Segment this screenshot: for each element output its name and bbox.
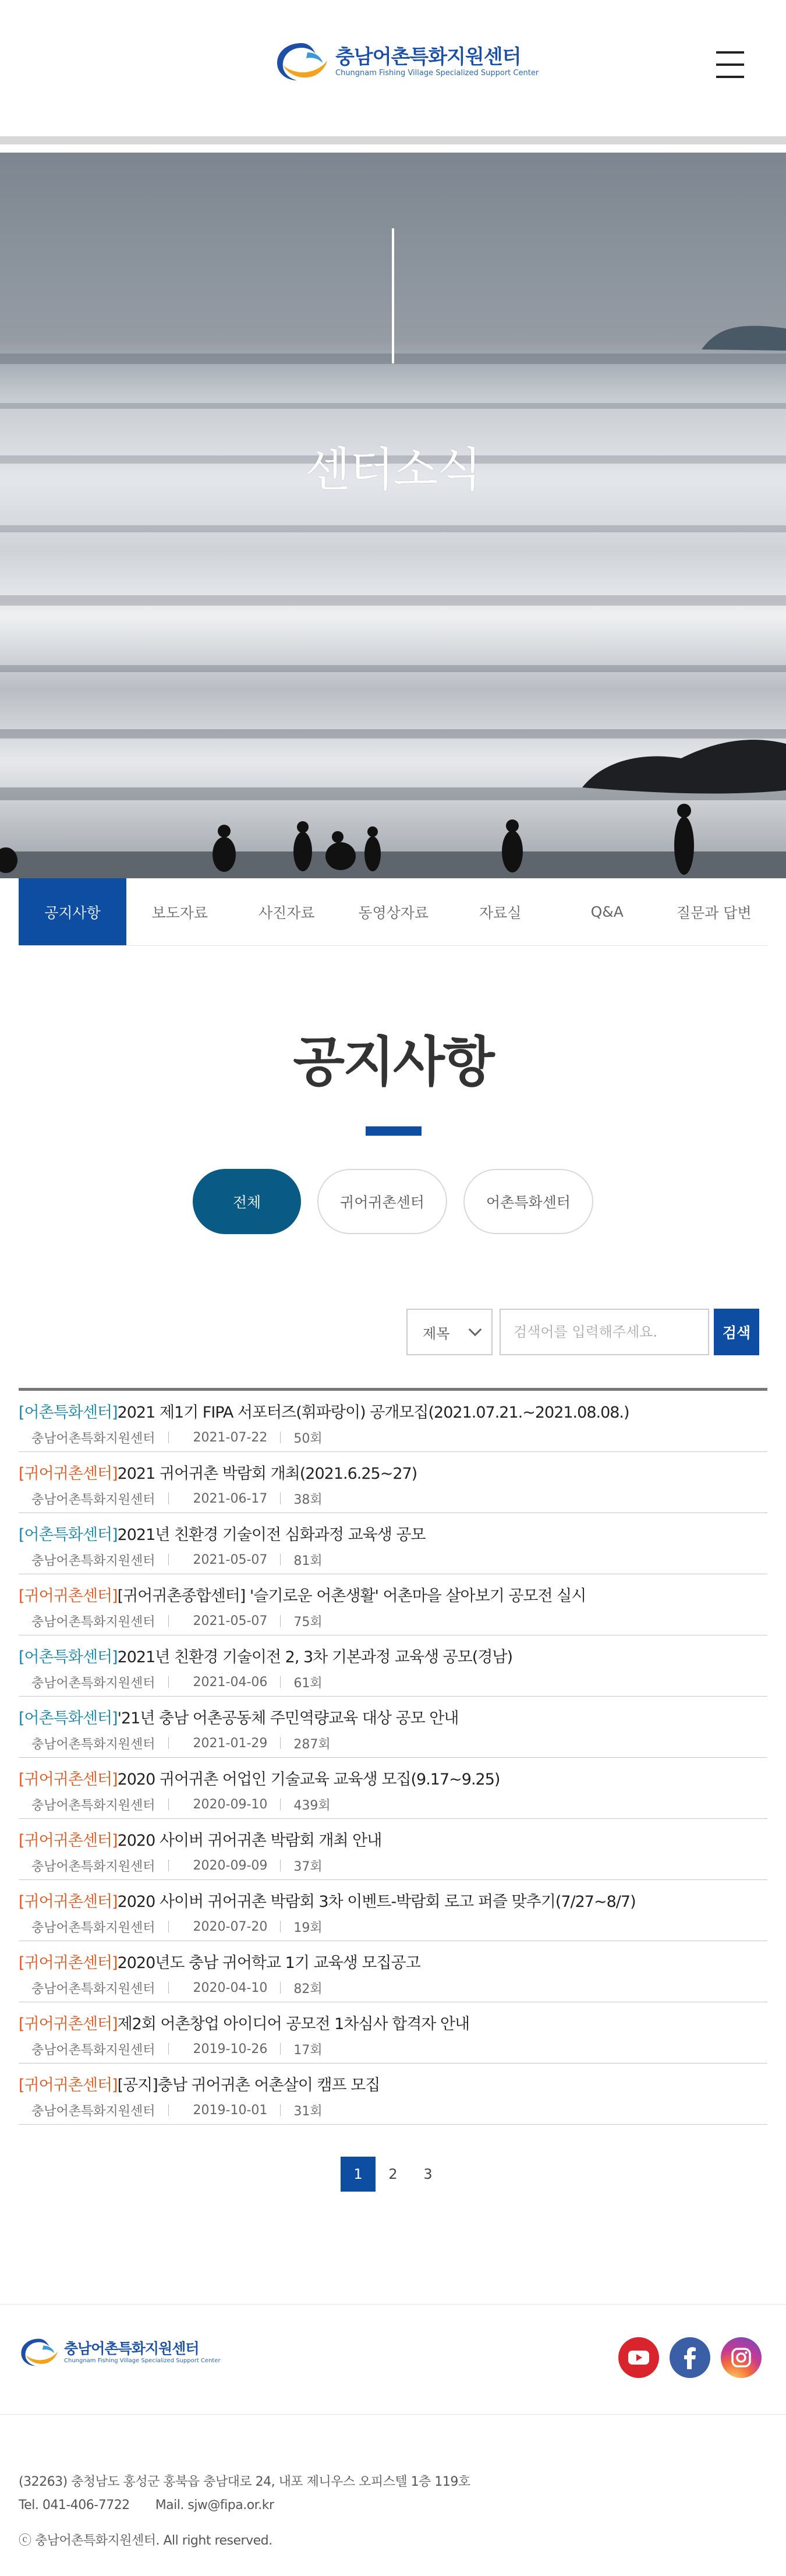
notice-title-line[interactable] (19, 2014, 767, 2035)
meta-divider (168, 1860, 169, 1871)
page-title: 공지사항 (293, 1031, 493, 1093)
notice-title: 2020 사이버 귀어귀촌 박람회 개최 안내 (117, 1832, 382, 1850)
notice-meta (19, 1796, 767, 1813)
notice-title: 2020 귀어귀촌 어업인 기술교육 교육생 모집(9.17~9.25) (117, 1771, 500, 1789)
footer-mail: Mail. sjw@fipa.or.kr (155, 2498, 274, 2513)
youtube-icon[interactable] (618, 2337, 659, 2378)
hero-title: 센터소식 (305, 443, 481, 497)
page-button-1[interactable]: 1 (341, 2157, 376, 2192)
meta-divider (280, 1798, 281, 1810)
notice-row[interactable] (19, 1635, 767, 1697)
notice-date: 2021-04-06 (193, 1674, 268, 1690)
notice-meta (19, 1429, 767, 1446)
page-button-3[interactable]: 3 (423, 2166, 433, 2182)
notice-title-line[interactable] (19, 1586, 767, 1607)
meta-divider (168, 2104, 169, 2116)
notice-meta (19, 1490, 767, 1507)
notice-date: 2020-07-20 (193, 1919, 268, 1934)
filter-fishing-center-button[interactable]: 어촌특화센터 (463, 1169, 593, 1234)
notice-author: 충남어촌특화지원센터 (31, 1553, 155, 1568)
hero-divider-line (392, 228, 394, 363)
notice-views: 17회 (293, 2043, 323, 2058)
notice-date: 2021-01-29 (193, 1736, 268, 1751)
notice-views: 82회 (293, 1981, 323, 1997)
logo-subtitle: Chungnam Fishing Village Specialized Support Center (335, 69, 539, 77)
notice-row[interactable] (19, 2063, 767, 2125)
notice-title: [공지]충남 귀어귀촌 어촌살이 캠프 모집 (117, 2076, 380, 2094)
logo-title: 충남어촌특화지원센터 (335, 45, 521, 69)
site-header (0, 0, 786, 144)
notice-category: [귀어귀촌센터] (19, 1893, 118, 1911)
notice-views: 50회 (293, 1431, 323, 1446)
notice-row[interactable] (19, 1819, 767, 1880)
notice-title-line[interactable] (19, 1708, 767, 1729)
notice-date: 2021-06-17 (193, 1491, 268, 1506)
notice-title: 2021 제1기 FIPA 서포터즈(휘파랑이) 공개모집(2021.07.21.~2021.08.08.) (117, 1404, 629, 1422)
meta-divider (280, 1921, 281, 1932)
notice-category: [어촌특화센터] (19, 1404, 118, 1422)
search-field-select[interactable] (406, 1309, 493, 1355)
footer-address: (32263) 충청남도 홍성군 홍북읍 충남대로 24, 내포 제니우스 오피스텔 1층 119호 (19, 2475, 470, 2489)
notice-title: 2021 귀어귀촌 박람회 개최(2021.6.25~27) (117, 1465, 417, 1483)
notice-date: 2020-09-09 (193, 1858, 268, 1873)
notice-author: 충남어촌특화지원센터 (31, 2104, 155, 2119)
page-button-2[interactable]: 2 (388, 2166, 398, 2182)
notice-author: 충남어촌특화지원센터 (31, 1737, 155, 1752)
meta-divider (168, 1737, 169, 1749)
notice-meta (19, 1857, 767, 1874)
notice-title-line[interactable] (19, 1402, 767, 1423)
logo-mark-icon (274, 40, 330, 84)
title-underline (366, 1126, 422, 1136)
notice-views: 38회 (293, 1492, 323, 1507)
search-button[interactable]: 검색 (714, 1309, 759, 1355)
meta-divider (280, 1860, 281, 1871)
tab-press[interactable]: 보도자료 (151, 904, 208, 921)
meta-divider (280, 1615, 281, 1627)
meta-divider (280, 1676, 281, 1688)
notice-row[interactable] (19, 2002, 767, 2063)
notice-author: 충남어촌특화지원센터 (31, 1431, 155, 1446)
notice-category: [귀어귀촌센터] (19, 1832, 118, 1850)
notice-views: 37회 (293, 1859, 323, 1874)
notice-category: [어촌특화센터] (19, 1709, 118, 1727)
facebook-icon[interactable] (670, 2337, 710, 2378)
menu-icon[interactable] (716, 51, 744, 78)
notice-date: 2020-09-10 (193, 1797, 268, 1812)
notice-author: 충남어촌특화지원센터 (31, 1492, 155, 1507)
notice-title-line[interactable] (19, 1769, 767, 1790)
notice-row[interactable] (19, 1574, 767, 1635)
notice-title: 2020 사이버 귀어귀촌 박람회 3차 이벤트-박람회 로고 퍼즐 맞추기(7/27~8/7) (117, 1893, 636, 1911)
notice-list (19, 1388, 767, 2125)
footer-logo-subtitle: Chungnam Fishing Village Specialized Support Center (64, 2358, 221, 2364)
notice-views: 81회 (293, 1553, 323, 1568)
meta-divider (168, 2043, 169, 2055)
footer-logo[interactable] (19, 2336, 221, 2369)
notice-views: 287회 (293, 1737, 331, 1752)
meta-divider (168, 1676, 169, 1688)
notice-title: 2020년도 충남 귀어학교 1기 교육생 모집공고 (117, 1954, 420, 1972)
notice-title-line[interactable] (19, 1953, 767, 1974)
instagram-icon[interactable] (721, 2337, 762, 2378)
notice-meta (19, 1612, 767, 1630)
meta-divider (168, 1432, 169, 1443)
notice-row[interactable] (19, 1880, 767, 1941)
filter-return-center-button[interactable]: 귀어귀촌센터 (317, 1169, 447, 1234)
footer-copyright: ⓒ 충남어촌특화지원센터. All right reserved. (19, 2533, 272, 2548)
footer-logo-title: 충남어촌특화지원센터 (64, 2340, 199, 2357)
footer-info (19, 2471, 470, 2517)
tab-faq[interactable]: 질문과 답변 (676, 904, 752, 921)
notice-title-line[interactable] (19, 1892, 767, 1913)
hero-banner (0, 153, 786, 878)
notice-title-line[interactable] (19, 1464, 767, 1485)
meta-divider (168, 1493, 169, 1504)
notice-category: [귀어귀촌센터] (19, 1954, 118, 1972)
meta-divider (280, 2104, 281, 2116)
notice-author: 충남어촌특화지원센터 (31, 1676, 155, 1691)
notice-date: 2021-07-22 (193, 1430, 268, 1445)
pagination (0, 2157, 786, 2192)
notice-row[interactable] (19, 1758, 767, 1819)
social-links (608, 2337, 762, 2378)
meta-divider (280, 1737, 281, 1749)
meta-divider (280, 1432, 281, 1443)
search-bar (406, 1309, 759, 1355)
notice-meta (19, 1734, 767, 1752)
meta-divider (168, 1615, 169, 1627)
search-input[interactable] (500, 1309, 709, 1355)
meta-divider (280, 2043, 281, 2055)
notice-views: 75회 (293, 1614, 323, 1630)
notice-title-line[interactable] (19, 2075, 767, 2096)
footer-tel: Tel. 041-406-7722 (19, 2498, 130, 2513)
logo-mark-icon (19, 2336, 59, 2369)
notice-title-line[interactable] (19, 1647, 767, 1668)
notice-author: 충남어촌특화지원센터 (31, 1920, 155, 1935)
footer-top (0, 2304, 786, 2415)
notice-meta (19, 2040, 767, 2058)
notice-date: 2020-04-10 (193, 1980, 268, 1995)
site-logo[interactable] (274, 40, 539, 84)
search-field-value: 제목 (423, 1325, 450, 1342)
meta-divider (168, 1921, 169, 1932)
meta-divider (280, 1554, 281, 1566)
notice-category: [귀어귀촌센터] (19, 1465, 118, 1483)
notice-title: '21년 충남 어촌공동체 주민역량교육 대상 공모 안내 (117, 1709, 459, 1727)
notice-views: 439회 (293, 1798, 331, 1813)
notice-row[interactable] (19, 1513, 767, 1574)
notice-date: 2021-05-07 (193, 1613, 268, 1628)
notice-date: 2021-05-07 (193, 1552, 268, 1567)
notice-row[interactable] (19, 1391, 767, 1452)
sub-navigation-tabs (19, 878, 767, 946)
notice-title-line[interactable] (19, 1831, 767, 1851)
tab-videos[interactable]: 동영상자료 (358, 904, 429, 921)
notice-row[interactable] (19, 1452, 767, 1513)
notice-author: 충남어촌특화지원센터 (31, 1981, 155, 1997)
notice-views: 31회 (293, 2104, 323, 2119)
notice-meta (19, 1979, 767, 1997)
meta-divider (168, 1982, 169, 1994)
meta-divider (168, 1798, 169, 1810)
notice-category: [어촌특화센터] (19, 1526, 118, 1544)
notice-category: [귀어귀촌센터] (19, 2015, 118, 2033)
notice-views: 19회 (293, 1920, 323, 1935)
notice-category: [귀어귀촌센터] (19, 1771, 118, 1789)
notice-title-line[interactable] (19, 1525, 767, 1546)
notice-title: 2021년 친환경 기술이전 심화과정 교육생 공모 (117, 1526, 426, 1544)
tab-qna[interactable]: Q&A (590, 903, 624, 920)
notice-author: 충남어촌특화지원센터 (31, 1798, 155, 1813)
filter-all-button[interactable]: 전체 (193, 1169, 301, 1234)
notice-meta (19, 1673, 767, 1691)
notice-views: 61회 (293, 1676, 323, 1691)
meta-divider (280, 1982, 281, 1994)
tab-notice[interactable]: 공지사항 (19, 878, 126, 945)
notice-category: [어촌특화센터] (19, 1648, 118, 1666)
notice-row[interactable] (19, 1697, 767, 1758)
notice-date: 2019-10-26 (193, 2041, 268, 2056)
notice-author: 충남어촌특화지원센터 (31, 2043, 155, 2058)
category-filters (0, 1169, 786, 1234)
chevron-down-icon (469, 1323, 482, 1337)
notice-meta (19, 2101, 767, 2119)
notice-author: 충남어촌특화지원센터 (31, 1859, 155, 1874)
notice-author: 충남어촌특화지원센터 (31, 1614, 155, 1630)
tab-photos[interactable]: 사진자료 (258, 904, 315, 921)
notice-title: [귀어귀촌종합센터] '슬기로운 어촌생활' 어촌마을 살아보기 공모전 실시 (117, 1587, 586, 1605)
notice-title: 2021년 친환경 기술이전 2, 3차 기본과정 교육생 공모(경남) (117, 1648, 512, 1666)
notice-title: 제2회 어촌창업 아이디어 공모전 1차심사 합격자 안내 (117, 2015, 470, 2033)
notice-row[interactable] (19, 1941, 767, 2002)
notice-category: [귀어귀촌센터] (19, 2076, 118, 2094)
notice-meta (19, 1551, 767, 1568)
meta-divider (168, 1554, 169, 1566)
notice-date: 2019-10-01 (193, 2103, 268, 2118)
tab-archive[interactable]: 자료실 (479, 904, 522, 921)
notice-category: [귀어귀촌센터] (19, 1587, 118, 1605)
notice-meta (19, 1918, 767, 1935)
meta-divider (280, 1493, 281, 1504)
